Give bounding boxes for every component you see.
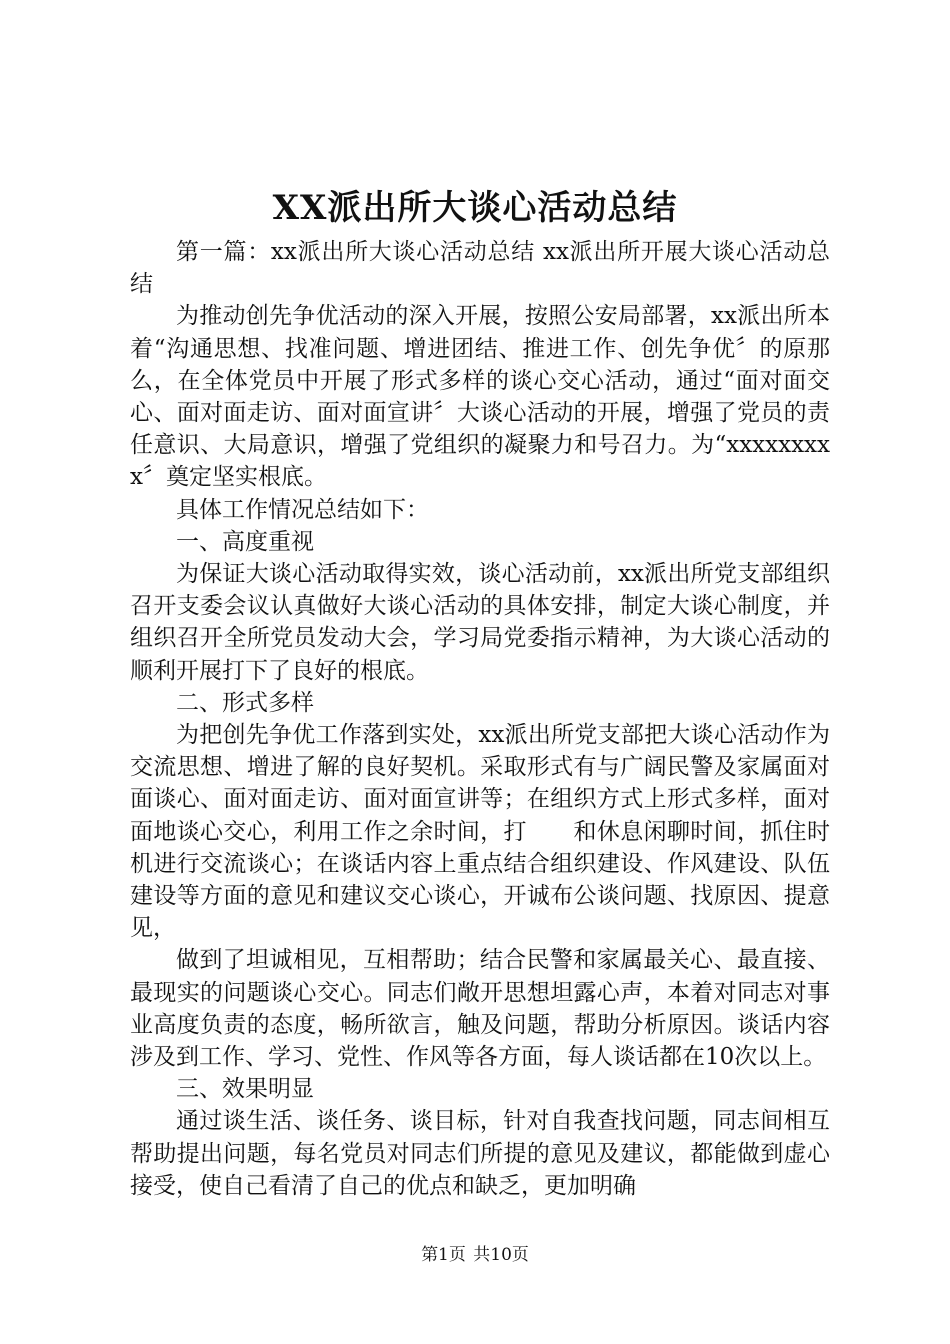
paragraph-summary-lead: 具体工作情况总结如下： (176, 496, 429, 523)
page-footer (0, 1243, 950, 1267)
paragraph-section-2-cont: 做到了坦诚相见，互相帮助；结合民警和家属最关心、最直接、最现实的问题谈心交心。同志们敞开思想坦露心声，本着对同志对事业高度负责的态度，畅所欲言，触及问题，帮助分析原因。谈话内容涉及到工作、学习、党性、作风等各方面，每人谈话都在10次以上。 (130, 947, 830, 1071)
section-heading-3: 三、效果明显 (176, 1076, 314, 1103)
paragraph-section-3: 通过谈生活、谈任务、谈目标，针对自我查找问题，同志间相互帮助提出问题，每名党员对同志们所提的意见及建议，都能做到虚心接受，使自己看清了自己的优点和缺乏，更加明确 (130, 1108, 830, 1199)
paragraph-section-2: 为把创先争优工作落到实处，xx派出所党支部把大谈心活动作为交流思想、增进了解的良好契机。采取形式有与广阔民警及家属面对面谈心、面对面走访、面对面宣讲等；在组织方式上形式多样，面对面地谈心交心，利用工作之余时间，打 和休息闲聊时间，抓住时机进行交流谈心；在谈话内容上重点结合组织建设、作风建设、队伍建设等方面的意见和建议交心谈心，开诚布公谈问题、找原因、提意见， (130, 722, 830, 942)
paragraph-section-1: 为保证大谈心活动取得实效，谈心活动前，xx派出所党支部组织召开支委会议认真做好大谈心活动的具体安排，制定大谈心制度，并组织召开全所党员发动大会，学习局党委指示精神，为大谈心活动的顺利开展打下了良好的根底。 (130, 561, 830, 684)
document-title: XX派出所大谈心活动总结 (272, 188, 678, 228)
paragraph-intro: 第一篇：xx派出所大谈心活动总结 xx派出所开展大谈心活动总结 (130, 239, 830, 298)
paragraph-overview: 为推动创先争优活动的深入开展，按照公安局部署，xx派出所本着“沟通思想、找准问题、增进团结、推进工作、创先争优〞的原那么，在全体党员中开展了形式多样的谈心交心活动，通过“面对面交心、面对面走访、面对面宣讲〞大谈心活动的开展，增强了党员的责任意识、大局意识，增强了党组织的凝聚力和号召力。为“xxxxxxxxx〞奠定坚实根底。 (130, 303, 830, 491)
document-body (130, 236, 830, 1202)
page-number: 第1页 (421, 1245, 466, 1265)
page-total: 共10页 (473, 1245, 529, 1265)
section-heading-1: 一、高度重视 (176, 528, 314, 555)
section-heading-2: 二、形式多样 (176, 689, 314, 716)
